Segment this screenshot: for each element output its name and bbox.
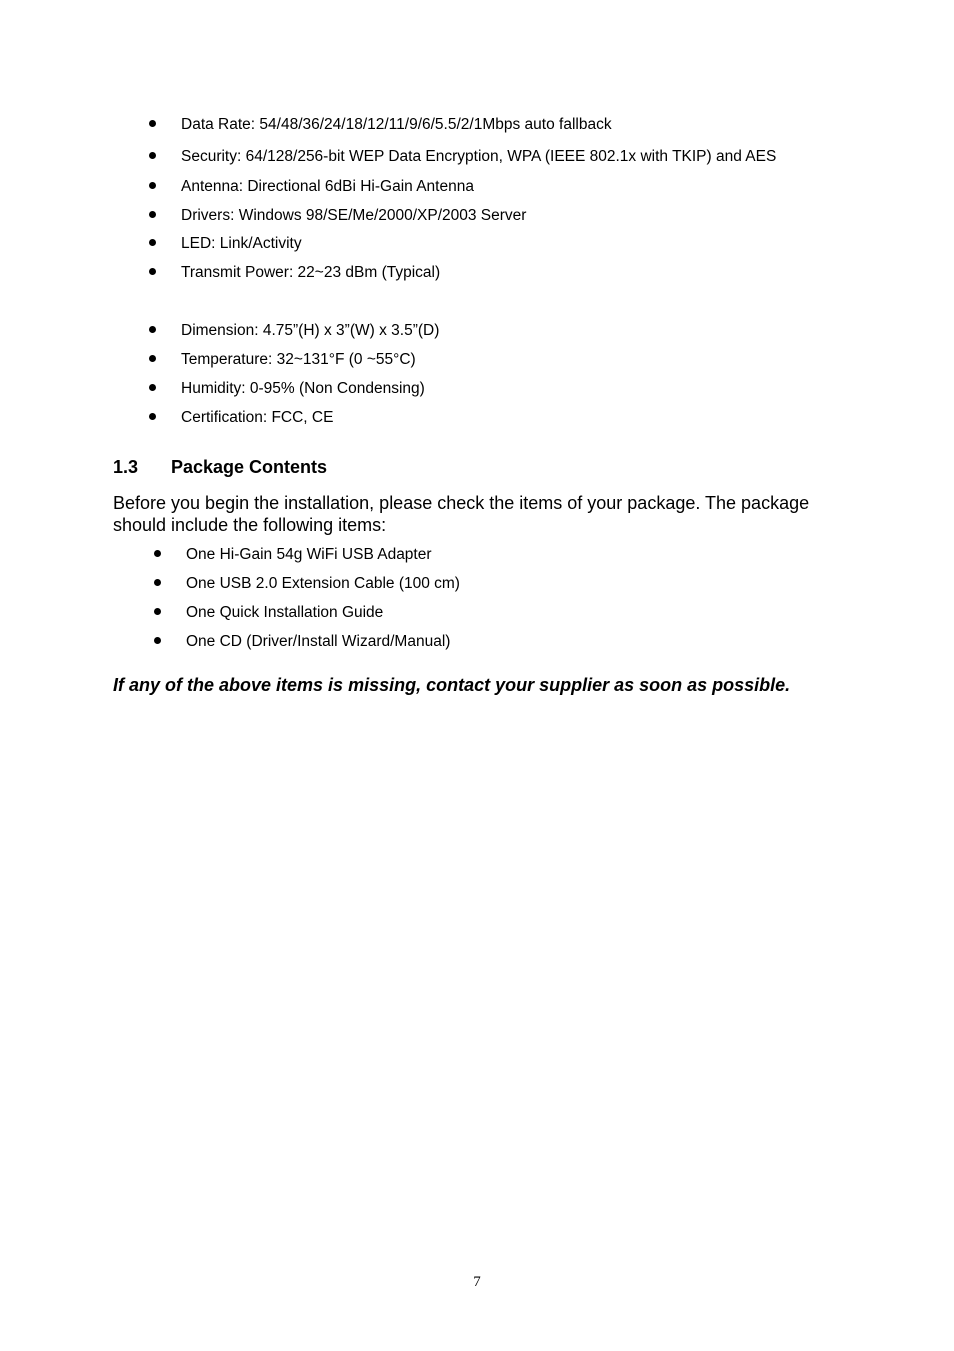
spec-text: Temperature: 32~131°F (0 ~55°C) [181,351,416,368]
missing-items-notice: If any of the above items is missing, contact your supplier as soon as possible. [113,675,791,695]
bullet-icon [149,152,156,159]
spec-item-temperature [181,351,416,369]
section-heading [113,456,327,478]
bullet-icon [149,182,156,189]
section-number: 1.3 [113,457,139,477]
bullet-icon [149,326,156,333]
section-title: Package Contents [171,457,328,477]
spec-item-dimension [181,322,439,340]
bullet-icon [154,550,161,557]
package-item [186,633,450,651]
spec-item-humidity [181,380,425,398]
package-item [186,575,460,593]
spec-text: Humidity: 0-95% (Non Condensing) [181,380,425,397]
bullet-icon [149,268,156,275]
bullet-icon [149,413,156,420]
spec-text: Data Rate: 54/48/36/24/18/12/11/9/6/5.5/2/1Mbps auto fallback [181,116,612,133]
bullet-icon [149,120,156,127]
package-item-text: One USB 2.0 Extension Cable (100 cm) [186,575,460,592]
bullet-icon [149,355,156,362]
bullet-icon [154,637,161,644]
spec-item-security [181,148,776,166]
spec-item-antenna [181,178,474,196]
bullet-icon [149,211,156,218]
spec-text: Security: 64/128/256-bit WEP Data Encryption, WPA (IEEE 802.1x with TKIP) and AES [181,148,777,165]
intro-paragraph: Before you begin the installation, please check the items of your package. The package should include the following items: [113,493,810,535]
bullet-icon [154,579,161,586]
spec-text: Certification: FCC, CE [181,409,334,426]
spec-item-certification [181,409,333,427]
package-item-text: One CD (Driver/Install Wizard/Manual) [186,633,451,650]
bullet-icon [149,239,156,246]
spec-item-led [181,235,302,253]
package-item-text: One Hi-Gain 54g WiFi USB Adapter [186,546,432,563]
spec-text: Transmit Power: 22~23 dBm (Typical) [181,264,441,281]
bullet-icon [154,608,161,615]
spec-text: Drivers: Windows 98/SE/Me/2000/XP/2003 Server [181,207,527,224]
spec-item-data-rate [181,116,612,134]
bullet-icon [149,384,156,391]
package-item [186,546,432,564]
package-item [186,604,383,622]
spec-text: Dimension: 4.75”(H) x 3”(W) x 3.5”(D) [181,322,440,339]
page-number: 7 [473,1274,481,1290]
spec-item-drivers [181,207,526,225]
package-item-text: One Quick Installation Guide [186,604,384,621]
spec-item-transmit-power [181,264,440,282]
spec-text: Antenna: Directional 6dBi Hi-Gain Antenna [181,178,474,195]
spec-text: LED: Link/Activity [181,235,302,252]
